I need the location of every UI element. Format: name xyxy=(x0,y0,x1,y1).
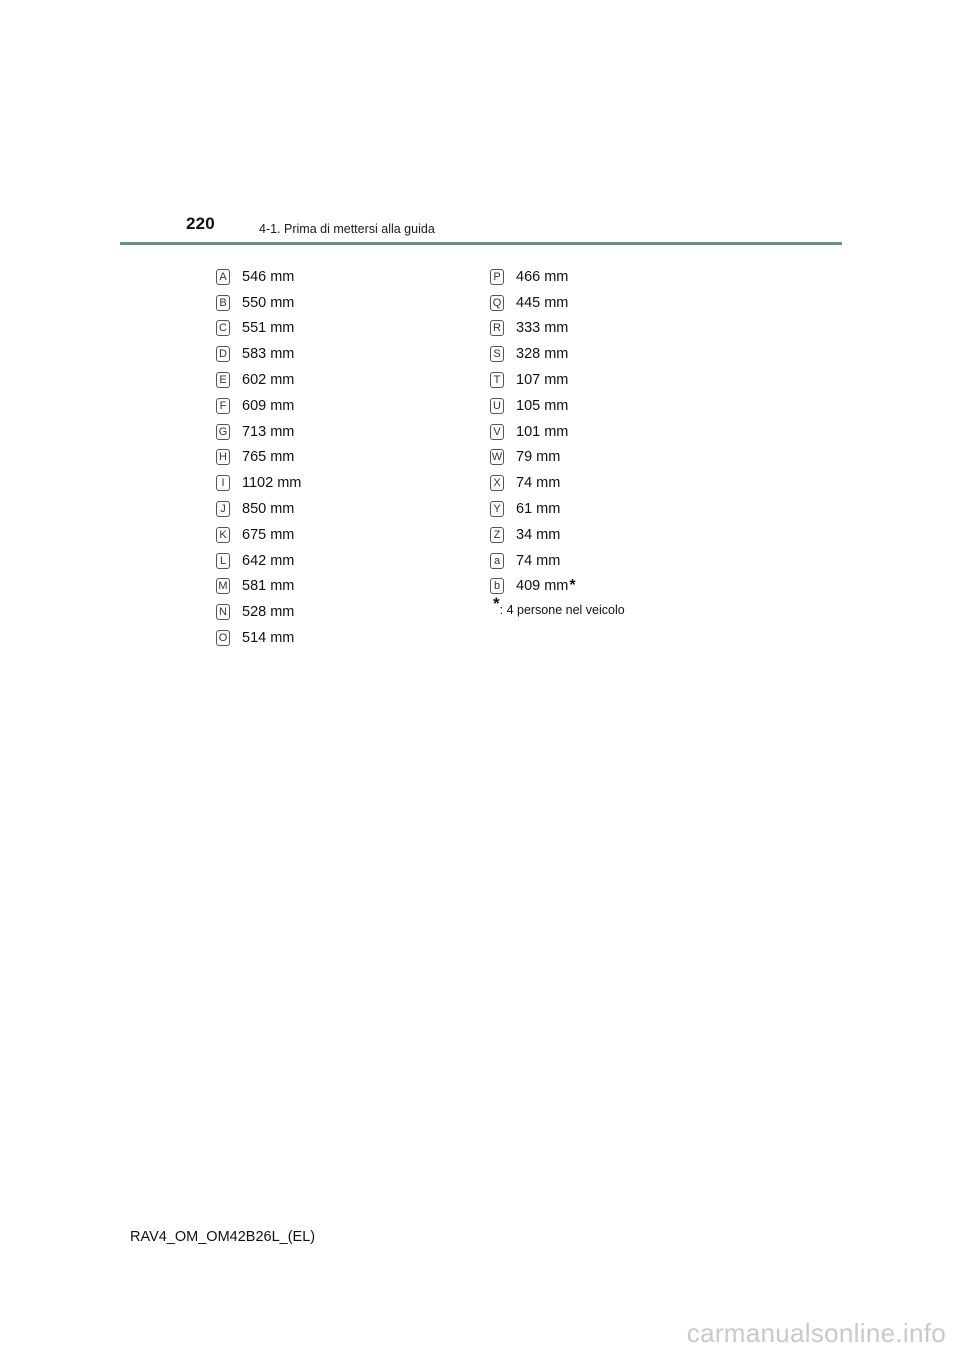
dimension-value: 675 mm xyxy=(242,526,295,543)
list-item xyxy=(216,496,301,522)
list-item xyxy=(216,470,301,496)
dimension-value: 107 mm xyxy=(516,372,569,389)
letter-badge: B xyxy=(216,295,230,311)
dimension-value: 445 mm xyxy=(516,294,569,311)
dimensions-list-right xyxy=(490,264,625,625)
list-item xyxy=(216,341,301,367)
dimension-value: 409 mm xyxy=(516,578,569,595)
dimension-value: 466 mm xyxy=(516,268,569,285)
letter-badge: P xyxy=(490,269,504,285)
dimension-value: 546 mm xyxy=(242,268,295,285)
letter-badge: L xyxy=(216,553,230,569)
dimension-value: 642 mm xyxy=(242,552,295,569)
list-item xyxy=(216,419,301,445)
list-item xyxy=(216,264,301,290)
footnote-marker: * xyxy=(493,594,500,614)
list-item xyxy=(216,548,301,574)
dimension-value: 765 mm xyxy=(242,449,295,466)
footnote-text: : 4 persone nel veicolo xyxy=(499,603,625,618)
dimension-value: 1102 mm xyxy=(242,475,302,492)
list-item xyxy=(216,522,301,548)
letter-badge: Z xyxy=(490,527,504,543)
dimension-value: 333 mm xyxy=(516,320,569,337)
footnote xyxy=(493,594,625,625)
dimension-value: 79 mm xyxy=(516,449,561,466)
list-item xyxy=(216,393,301,419)
dimension-value: 551 mm xyxy=(242,320,295,337)
letter-badge: A xyxy=(216,269,230,285)
document-code: RAV4_OM_OM42B26L_(EL) xyxy=(130,1229,316,1245)
dimension-value: 105 mm xyxy=(516,397,569,414)
dimension-value: 602 mm xyxy=(242,372,295,389)
dimension-value: 74 mm xyxy=(516,552,561,569)
letter-badge: U xyxy=(490,398,504,414)
letter-badge: H xyxy=(216,449,230,465)
list-item xyxy=(216,290,301,316)
list-item xyxy=(490,316,625,342)
dimensions-list-left xyxy=(216,264,301,651)
dimension-value: 74 mm xyxy=(516,475,561,492)
letter-badge: T xyxy=(490,372,504,388)
dimension-value: 328 mm xyxy=(516,346,569,363)
dimension-value: 514 mm xyxy=(242,630,295,647)
list-item xyxy=(490,470,625,496)
letter-badge: O xyxy=(216,630,230,646)
letter-badge: M xyxy=(216,578,230,594)
list-item xyxy=(216,574,301,600)
list-item xyxy=(490,367,625,393)
list-item xyxy=(490,290,625,316)
letter-badge: Q xyxy=(490,295,504,311)
dimension-value: 550 mm xyxy=(242,294,295,311)
list-item xyxy=(490,574,625,600)
dimension-value: 713 mm xyxy=(242,423,295,440)
dimension-value: 528 mm xyxy=(242,604,295,621)
dimension-value: 34 mm xyxy=(516,526,561,543)
list-item xyxy=(490,393,625,419)
section-title: 4-1. Prima di mettersi alla guida xyxy=(259,222,435,236)
letter-badge: K xyxy=(216,527,230,543)
dimension-value: 850 mm xyxy=(242,501,295,518)
letter-badge: R xyxy=(490,320,504,336)
list-item xyxy=(490,496,625,522)
list-item xyxy=(216,625,301,651)
letter-badge: a xyxy=(490,553,504,569)
letter-badge: V xyxy=(490,424,504,440)
list-item xyxy=(216,445,301,471)
letter-badge: W xyxy=(491,451,503,464)
header-divider xyxy=(120,242,842,245)
dimension-value: 581 mm xyxy=(242,578,295,595)
letter-badge: D xyxy=(216,346,230,362)
dimension-value: 583 mm xyxy=(242,346,295,363)
letter-badge: Y xyxy=(490,501,504,517)
page-number: 220 xyxy=(186,214,215,233)
letter-badge: E xyxy=(216,372,230,388)
letter-badge: F xyxy=(216,398,230,414)
list-item xyxy=(216,316,301,342)
list-item xyxy=(490,264,625,290)
list-item xyxy=(490,341,625,367)
list-item xyxy=(216,599,301,625)
letter-badge: C xyxy=(216,320,230,336)
list-item xyxy=(490,419,625,445)
letter-badge: I xyxy=(216,475,230,491)
dimension-value: 61 mm xyxy=(516,501,561,518)
list-item xyxy=(490,522,625,548)
letter-badge: J xyxy=(216,501,230,517)
watermark: carmanualsonline.info xyxy=(686,1318,946,1348)
list-item xyxy=(490,445,625,471)
letter-badge: X xyxy=(490,475,504,491)
letter-badge: b xyxy=(490,578,504,594)
letter-badge: N xyxy=(216,604,230,620)
list-item xyxy=(216,367,301,393)
list-item xyxy=(490,548,625,574)
letter-badge: G xyxy=(216,424,230,440)
dimension-value: 101 mm xyxy=(516,423,569,440)
footnote-marker: * xyxy=(569,577,576,595)
letter-badge: S xyxy=(490,346,504,362)
dimension-value: 609 mm xyxy=(242,397,295,414)
